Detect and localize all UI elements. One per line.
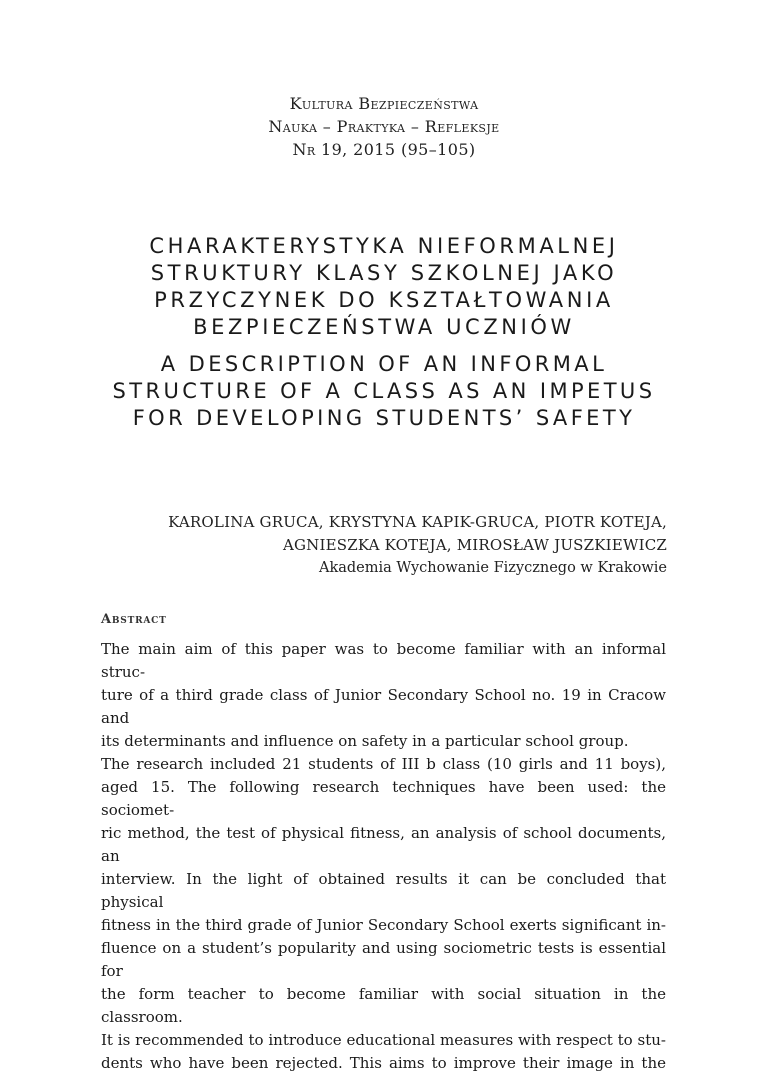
abstract-line: The research included 21 students of III b class (10 girls and 11 boys), xyxy=(101,755,666,773)
journal-header xyxy=(0,92,768,161)
title-english-line: STRUCTURE OF A CLASS AS AN IMPETUS xyxy=(112,379,656,403)
title-polish-line: CHARAKTERYSTYKA NIEFORMALNEJ xyxy=(149,234,619,258)
abstract-body xyxy=(101,638,666,1075)
journal-issue: Nr 19, 2015 (95–105) xyxy=(292,140,476,159)
abstract-line: It is recommended to introduce educational measures with respect to stu- xyxy=(101,1031,666,1049)
journal-subtitle: Nauka – Praktyka – Refleksje xyxy=(268,117,500,136)
abstract-line: The main aim of this paper was to become familiar with an informal struc- xyxy=(101,640,666,681)
abstract-line: aged 15. The following research techniques have been used: the sociomet- xyxy=(101,778,666,819)
author-line: AGNIESZKA KOTEJA, MIROSŁAW JUSZKIEWICZ xyxy=(282,536,667,554)
abstract-line: fluence on a student’s popularity and using sociometric tests is essential for xyxy=(101,939,666,980)
abstract-line: dents who have been rejected. This aims to improve their image in the xyxy=(101,1054,666,1072)
title-english xyxy=(0,351,768,432)
title-polish xyxy=(0,233,768,341)
abstract-line: interview. In the light of obtained results it can be concluded that physical xyxy=(101,870,666,911)
title-polish-line: BEZPIECZEŃSTWA UCZNIÓW xyxy=(193,315,575,339)
abstract-heading: Abstract xyxy=(101,612,167,627)
abstract-line: ture of a third grade class of Junior Secondary School no. 19 in Cracow and xyxy=(101,686,666,727)
title-polish-line: STRUKTURY KLASY SZKOLNEJ JAKO xyxy=(150,261,618,285)
abstract-line: fitness in the third grade of Junior Secondary School exerts significant in- xyxy=(101,916,666,934)
author-block xyxy=(47,511,667,580)
abstract-line: its determinants and influence on safety in a particular school group. xyxy=(101,732,629,750)
abstract-line: the form teacher to become familiar with social situation in the classroom. xyxy=(101,985,666,1026)
title-english-line: A DESCRIPTION OF AN INFORMAL xyxy=(160,352,608,376)
author-line: KAROLINA GRUCA, KRYSTYNA KAPIK-GRUCA, PIOTR KOTEJA, xyxy=(168,513,667,531)
abstract-line: ric method, the test of physical fitness, an analysis of school documents, an xyxy=(101,824,666,865)
affiliation: Akademia Wychowanie Fizycznego w Krakowie xyxy=(319,560,667,576)
title-polish-line: PRZYCZYNEK DO KSZTAŁTOWANIA xyxy=(154,288,614,312)
title-english-line: FOR DEVELOPING STUDENTS’ SAFETY xyxy=(132,406,636,430)
journal-name: Kultura Bezpieczeństwa xyxy=(289,94,479,113)
